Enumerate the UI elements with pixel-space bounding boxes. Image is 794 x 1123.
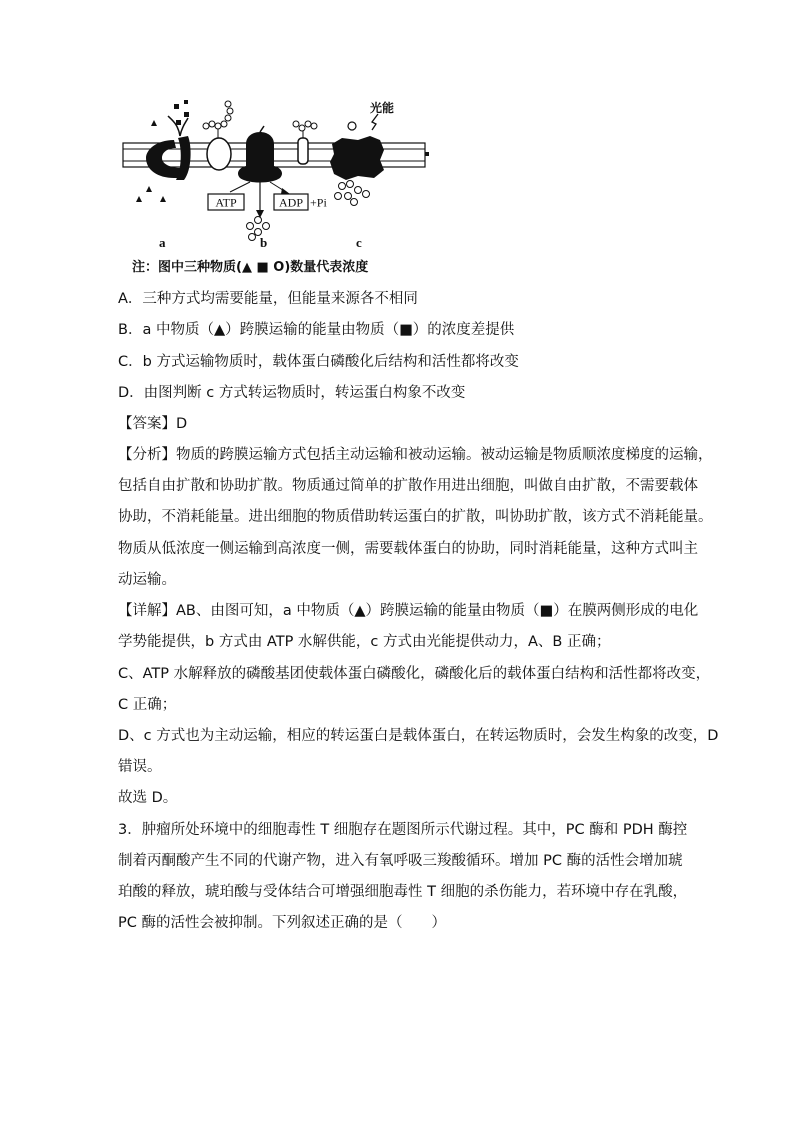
detail-line: 故选 D。 <box>118 790 178 806</box>
light-label: 光能 <box>370 101 395 115</box>
question3-line: 珀酸的释放，琥珀酸与受体结合可增强细胞毒性 T 细胞的杀伤能力，若环境中存在乳酸， <box>118 884 688 900</box>
analysis-line: 物质从低浓度一侧运输到高浓度一侧，需要载体蛋白的协助，同时消耗能量，这种方式叫主 <box>118 541 698 557</box>
option-a: A．三种方式均需要能量，但能量来源各不相同 <box>118 291 418 307</box>
label-c: c <box>356 235 362 250</box>
label-b: b <box>260 235 268 250</box>
pump-c <box>330 114 384 180</box>
option-d: D．由图判断 c 方式转运物质时，转运蛋白构象不改变 <box>118 385 466 401</box>
question3-line: 3．肿瘤所处环境中的细胞毒性 T 细胞存在题图所示代谢过程。其中，PC 酶和 PDH 酶控 <box>118 822 688 838</box>
pi-label: +Pi <box>310 195 327 210</box>
detail-line: D、c 方式也为主动运输，相应的转运蛋白是载体蛋白，在转运物质时，会发生构象的改变，D <box>118 728 719 744</box>
detail-line: 【详解】AB、由图可知，a 中物质（▲）跨膜运输的能量由物质（■）在膜两侧形成的电化 <box>118 603 699 619</box>
adp-label: ADP <box>278 195 304 210</box>
question3-line: PC 酶的活性会被抑制。下列叙述正确的是（ ） <box>118 915 446 931</box>
analysis-line: 协助，不消耗能量。进出细胞的物质借助转运蛋白的扩散，叫协助扩散，该方式不消耗能量。 <box>118 509 713 525</box>
figure-note: 注：图中三种物质(▲ ■ O)数量代表浓度 <box>132 260 369 275</box>
detail-line: C 正确； <box>118 697 177 713</box>
oval-protein <box>203 101 233 170</box>
atp-label: ATP <box>215 195 237 210</box>
analysis-line: 【分析】物质的跨膜运输方式包括主动运输和被动运输。被动运输是物质顺浓度梯度的运输， <box>118 447 713 463</box>
label-a: a <box>159 235 166 250</box>
circle-markers-c <box>335 181 370 206</box>
option-c: C．b 方式运输物质时，载体蛋白磷酸化后结构和活性都将改变 <box>118 354 519 370</box>
option-b: B．a 中物质（▲）跨膜运输的能量由物质（■）的浓度差提供 <box>118 322 515 338</box>
detail-line: 错误。 <box>118 759 162 775</box>
answer: 【答案】D <box>118 416 188 432</box>
analysis-line: 包括自由扩散和协助扩散。物质通过简单的扩散作用进出细胞，叫做自由扩散，不需要载体 <box>118 478 698 494</box>
analysis-line: 动运输。 <box>118 572 176 588</box>
question3-line: 制着丙酮酸产生不同的代谢产物，进入有氧呼吸三羧酸循环。增加 PC 酶的活性会增加琥 <box>118 853 683 869</box>
detail-line: 学势能提供，b 方式由 ATP 水解供能，c 方式由光能提供动力，A、B 正确； <box>118 634 611 650</box>
detail-line: C、ATP 水解释放的磷酸基团使载体蛋白磷酸化，磷酸化后的载体蛋白结构和活性都将改变， <box>118 666 711 682</box>
